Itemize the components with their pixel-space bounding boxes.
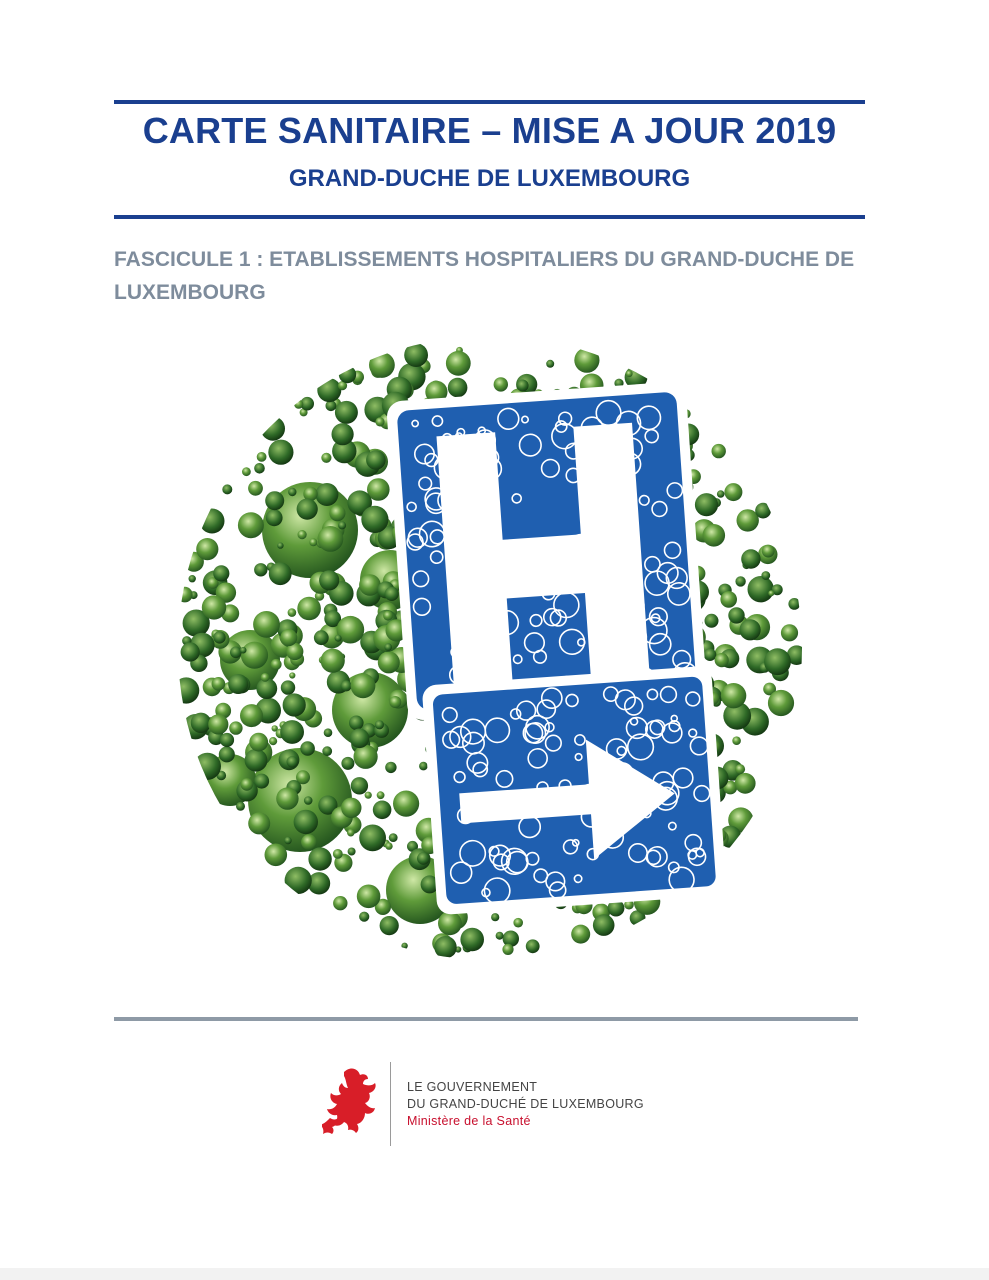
foliage-dot — [404, 343, 428, 367]
foliage-dot — [626, 370, 633, 377]
foliage-dot — [720, 591, 737, 608]
foliage-dot — [361, 506, 388, 533]
foliage-dot — [401, 943, 407, 949]
foliage-dot — [265, 844, 288, 867]
foliage-dot — [354, 745, 378, 769]
foliage-dot — [300, 741, 315, 756]
foliage-dot — [365, 792, 372, 799]
foliage-dot — [280, 720, 304, 744]
foliage-dot — [339, 366, 356, 383]
foliage-dot — [324, 728, 333, 737]
foliage-dot — [446, 351, 471, 376]
foliage-dot — [240, 647, 247, 654]
foliage-dot — [222, 484, 232, 494]
foliage-dot — [213, 631, 225, 643]
foliage-dot — [385, 587, 399, 601]
foliage-dot — [309, 538, 317, 546]
foliage-dot — [294, 810, 318, 834]
bottom-rule — [114, 1017, 858, 1021]
foliage-dot — [434, 936, 456, 958]
foliage-dot — [768, 590, 774, 596]
foliage-dot — [741, 549, 760, 568]
hospital-sign — [386, 381, 727, 915]
foliage-dot — [194, 753, 221, 780]
foliage-dot — [496, 932, 504, 940]
foliage-dot — [219, 746, 235, 762]
foliage-dot — [761, 571, 770, 580]
foliage-dot — [241, 778, 254, 791]
document-title: CARTE SANITAIRE – MISE A JOUR 2019 — [142, 110, 837, 151]
foliage-dot — [317, 378, 341, 402]
foliage-dot — [341, 757, 354, 770]
foliage-dot — [526, 939, 540, 953]
foliage-dot — [240, 704, 263, 727]
foliage-dot — [322, 746, 332, 756]
foliage-dot — [257, 452, 267, 462]
foliage-dot — [202, 595, 226, 619]
foliage-dot — [375, 417, 384, 426]
foliage-dot — [377, 791, 385, 799]
foliage-dot — [280, 629, 297, 646]
foliage-dot — [318, 526, 344, 552]
foliage-dot — [181, 642, 200, 661]
foliage-dot — [593, 914, 615, 936]
fascicule-heading — [114, 243, 874, 309]
foliage-dot — [393, 791, 419, 817]
document-subtitle: GRAND-DUCHE DE LUXEMBOURG — [288, 165, 691, 192]
foliage-dot — [359, 912, 369, 922]
foliage-dot — [383, 611, 393, 621]
foliage-dot — [298, 530, 307, 539]
foliage-dot — [212, 677, 226, 691]
foliage-dot — [297, 499, 318, 520]
foliage-dot — [265, 491, 284, 510]
foliage-dot — [764, 648, 791, 675]
foliage-dot — [347, 829, 355, 837]
foliage-dot — [715, 653, 729, 667]
foliage-dot — [321, 453, 331, 463]
foliage-dot — [297, 597, 321, 621]
foliage-dot — [220, 733, 234, 747]
foliage-dot — [287, 756, 298, 767]
foliage-dot — [333, 896, 347, 910]
foliage-dot — [249, 733, 268, 752]
foliage-dot — [258, 888, 302, 932]
foliage-dot — [308, 847, 331, 870]
government-line-1: LE GOUVERNEMENT — [407, 1080, 538, 1094]
foliage-dot — [448, 378, 468, 398]
foliage-dot — [285, 867, 312, 894]
foliage-dot — [289, 672, 295, 678]
foliage-dot — [724, 483, 742, 501]
foliage-dot — [735, 773, 756, 794]
foliage-dot — [238, 512, 264, 538]
foliage-dot — [276, 787, 298, 809]
foliage-dot — [253, 611, 280, 638]
foliage-dot — [208, 714, 228, 734]
foliage-dot — [284, 837, 291, 844]
foliage-dot — [389, 696, 401, 708]
foliage-dot — [261, 417, 285, 441]
foliage-dot — [384, 643, 392, 651]
foliage-dot — [419, 762, 428, 771]
foliage-dot — [546, 360, 554, 368]
foliage-dot — [319, 570, 339, 590]
foliage-dot — [373, 801, 392, 820]
foliage-dot — [574, 348, 599, 373]
foliage-dot — [338, 521, 346, 529]
government-logo — [322, 1062, 682, 1152]
foliage-dot — [735, 764, 745, 774]
foliage-dot — [513, 918, 523, 928]
foliage-dot — [375, 720, 384, 729]
foliage-dot — [329, 505, 345, 521]
foliage-dot — [571, 925, 590, 944]
foliage-dot — [460, 928, 484, 952]
foliage-dot — [762, 545, 775, 558]
foliage-dot — [248, 812, 270, 834]
foliage-dot — [254, 463, 265, 474]
foliage-dot — [735, 576, 745, 586]
government-line-2: DU GRAND-DUCHÉ DE LUXEMBOURG — [407, 1097, 644, 1111]
foliage-dot — [271, 659, 282, 670]
foliage-dot — [254, 563, 267, 576]
foliage-dot — [728, 607, 744, 623]
page-bottom-edge — [0, 1268, 989, 1280]
foliage-dot — [229, 721, 242, 734]
foliage-dot — [332, 423, 354, 445]
foliage-dot — [241, 642, 268, 669]
foliage-dot — [721, 683, 746, 708]
foliage-dot — [314, 630, 329, 645]
foliage-dot — [748, 576, 774, 602]
foliage-dot — [269, 562, 292, 585]
fascicule-line-2: LUXEMBOURG — [114, 281, 266, 304]
foliage-dot — [705, 614, 719, 628]
foliage-dot — [350, 729, 370, 749]
foliage-dot — [359, 825, 386, 852]
foliage-dot — [349, 716, 364, 731]
foliage-dot — [248, 481, 263, 496]
logo-divider — [390, 1062, 391, 1146]
foliage-dot — [385, 762, 396, 773]
red-lion-icon — [322, 1066, 384, 1136]
foliage-dot — [191, 713, 211, 733]
government-text — [407, 1079, 644, 1130]
foliage-dot — [389, 833, 398, 842]
foliage-dot — [288, 608, 297, 617]
foliage-dot — [517, 380, 529, 392]
foliage-dot — [740, 619, 761, 640]
foliage-dot — [196, 538, 218, 560]
foliage-dot — [341, 680, 352, 691]
fascicule-line-1: FASCICULE 1 : ETABLISSEMENTS HOSPITALIERS DU GRAND-DUCHE DE — [114, 248, 855, 271]
foliage-dot — [335, 401, 358, 424]
foliage-dot — [438, 911, 462, 935]
foliage-dot — [351, 777, 368, 794]
foliage-dot — [755, 503, 771, 519]
foliage-dot — [288, 488, 296, 496]
foliage-dot — [503, 931, 519, 947]
foliage-dot — [385, 842, 392, 849]
foliage-dot — [788, 598, 800, 610]
foliage-dot — [277, 542, 283, 548]
foliage-dot — [348, 848, 356, 856]
hospital-sign-mosaic-image — [160, 330, 820, 990]
foliage-dot — [245, 749, 268, 772]
foliage-dot — [228, 674, 248, 694]
foliage-dot — [283, 693, 306, 716]
foliage-dot — [333, 849, 343, 859]
foliage-dot — [304, 796, 313, 805]
foliage-dot — [173, 677, 199, 703]
foliage-dot — [281, 680, 295, 694]
foliage-dot — [177, 587, 193, 603]
foliage-dot — [236, 802, 245, 811]
foliage-dot — [768, 690, 794, 716]
foliage-dot — [335, 635, 342, 642]
foliage-dot — [417, 852, 430, 865]
foliage-dot — [712, 444, 726, 458]
foliage-dot — [351, 673, 376, 698]
foliage-dot — [230, 647, 242, 659]
foliage-dot — [781, 624, 798, 641]
foliage-dot — [380, 916, 399, 935]
foliage-dot — [357, 885, 381, 909]
foliage-dot — [266, 509, 283, 526]
foliage-dot — [366, 450, 386, 470]
foliage-dot — [703, 524, 726, 547]
foliage-dot — [321, 649, 345, 673]
foliage-dot — [494, 377, 508, 391]
foliage-dot — [213, 565, 229, 581]
foliage-dot — [704, 648, 717, 661]
foliage-dot — [378, 651, 400, 673]
top-rule — [114, 100, 865, 104]
foliage-dot — [695, 493, 718, 516]
foliage-dot — [369, 352, 395, 378]
foliage-dot — [261, 673, 270, 682]
foliage-dot — [315, 483, 338, 506]
foliage-dot — [189, 575, 196, 582]
foliage-dot — [301, 834, 317, 850]
foliage-dot — [268, 440, 293, 465]
foliage-dot — [242, 467, 251, 476]
foliage-dot — [491, 913, 499, 921]
foliage-dot — [269, 737, 277, 745]
foliage-dot — [200, 509, 225, 534]
foliage-dot — [359, 574, 381, 596]
foliage-dot — [341, 798, 361, 818]
foliage-dot — [717, 490, 725, 498]
foliage-dot — [732, 736, 741, 745]
foliage-dot — [294, 400, 303, 409]
foliage-dot — [502, 944, 513, 955]
title-underline-rule — [114, 215, 865, 219]
ministry-name: Ministère de la Santé — [407, 1114, 531, 1128]
